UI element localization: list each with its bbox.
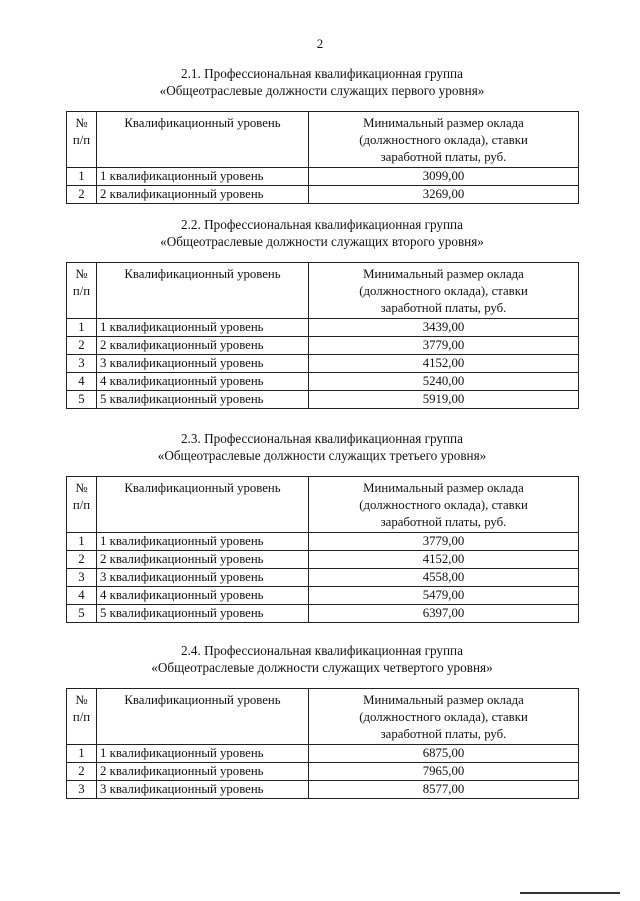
section-title-line1: 2.4. Профессиональная квалификационная группа bbox=[181, 643, 463, 658]
row-pay: 8577,00 bbox=[309, 781, 579, 799]
row-level: 2 квалификационный уровень bbox=[97, 551, 309, 569]
table-row bbox=[67, 355, 579, 373]
header-level: Квалификационный уровень bbox=[97, 112, 309, 168]
header-level: Квалификационный уровень bbox=[97, 263, 309, 319]
table-row bbox=[67, 391, 579, 409]
page-number: 2 bbox=[316, 36, 324, 51]
row-pay: 6875,00 bbox=[309, 745, 579, 763]
section-title bbox=[66, 65, 578, 99]
row-num: 5 bbox=[67, 391, 97, 409]
row-level: 4 квалификационный уровень bbox=[97, 587, 309, 605]
row-pay: 3099,00 bbox=[309, 168, 579, 186]
section-title bbox=[66, 216, 578, 250]
header-pay: Минимальный размер оклада (должностного оклада), ставки заработной платы, руб. bbox=[309, 112, 579, 168]
header-level: Квалификационный уровень bbox=[97, 689, 309, 745]
scan-edge-line bbox=[520, 892, 620, 894]
section-title-line1: 2.3. Профессиональная квалификационная группа bbox=[181, 431, 463, 446]
header-num: № п/п bbox=[67, 112, 97, 168]
row-level: 2 квалификационный уровень bbox=[97, 763, 309, 781]
row-num: 2 bbox=[67, 763, 97, 781]
row-pay: 7965,00 bbox=[309, 763, 579, 781]
row-num: 5 bbox=[67, 605, 97, 623]
row-pay: 3269,00 bbox=[309, 186, 579, 204]
section-title-line1: 2.2. Профессиональная квалификационная группа bbox=[181, 217, 463, 232]
table-row bbox=[67, 745, 579, 763]
row-num: 1 bbox=[67, 533, 97, 551]
row-num: 1 bbox=[67, 168, 97, 186]
row-pay: 5479,00 bbox=[309, 587, 579, 605]
header-pay: Минимальный размер оклада (должностного оклада), ставки заработной платы, руб. bbox=[309, 477, 579, 533]
row-num: 3 bbox=[67, 355, 97, 373]
table-row bbox=[67, 337, 579, 355]
table-row bbox=[67, 373, 579, 391]
row-num: 1 bbox=[67, 319, 97, 337]
row-level: 3 квалификационный уровень bbox=[97, 355, 309, 373]
row-pay: 5240,00 bbox=[309, 373, 579, 391]
row-pay: 3439,00 bbox=[309, 319, 579, 337]
row-level: 3 квалификационный уровень bbox=[97, 781, 309, 799]
table-row bbox=[67, 569, 579, 587]
row-level: 1 квалификационный уровень bbox=[97, 319, 309, 337]
section-title-line2: «Общеотраслевые должности служащих второго уровня» bbox=[160, 234, 484, 249]
section-title bbox=[66, 642, 578, 676]
header-num: № п/п bbox=[67, 477, 97, 533]
row-level: 5 квалификационный уровень bbox=[97, 605, 309, 623]
row-level: 2 квалификационный уровень bbox=[97, 186, 309, 204]
row-pay: 6397,00 bbox=[309, 605, 579, 623]
header-num: № п/п bbox=[67, 689, 97, 745]
table-header-row bbox=[67, 477, 579, 533]
row-level: 5 квалификационный уровень bbox=[97, 391, 309, 409]
section-2-1 bbox=[66, 65, 578, 204]
table-row bbox=[67, 781, 579, 799]
table-header-row bbox=[67, 112, 579, 168]
row-num: 2 bbox=[67, 551, 97, 569]
row-num: 4 bbox=[67, 373, 97, 391]
row-level: 4 квалификационный уровень bbox=[97, 373, 309, 391]
table-row bbox=[67, 763, 579, 781]
row-level: 3 квалификационный уровень bbox=[97, 569, 309, 587]
row-pay: 4152,00 bbox=[309, 551, 579, 569]
salary-table bbox=[66, 476, 579, 623]
row-num: 3 bbox=[67, 569, 97, 587]
salary-table bbox=[66, 262, 579, 409]
header-level: Квалификационный уровень bbox=[97, 477, 309, 533]
table-header-row bbox=[67, 689, 579, 745]
table-row bbox=[67, 533, 579, 551]
row-level: 1 квалификационный уровень bbox=[97, 745, 309, 763]
row-pay: 4152,00 bbox=[309, 355, 579, 373]
salary-table bbox=[66, 111, 579, 204]
table-row bbox=[67, 168, 579, 186]
salary-table bbox=[66, 688, 579, 799]
table-row bbox=[67, 551, 579, 569]
header-pay: Минимальный размер оклада (должностного оклада), ставки заработной платы, руб. bbox=[309, 263, 579, 319]
section-title-line2: «Общеотраслевые должности служащих четвертого уровня» bbox=[151, 660, 493, 675]
row-level: 2 квалификационный уровень bbox=[97, 337, 309, 355]
header-pay: Минимальный размер оклада (должностного оклада), ставки заработной платы, руб. bbox=[309, 689, 579, 745]
section-title-line2: «Общеотраслевые должности служащих третьего уровня» bbox=[157, 448, 487, 463]
row-num: 3 bbox=[67, 781, 97, 799]
table-row bbox=[67, 587, 579, 605]
table-row bbox=[67, 605, 579, 623]
header-num: № п/п bbox=[67, 263, 97, 319]
row-pay: 3779,00 bbox=[309, 337, 579, 355]
table-header-row bbox=[67, 263, 579, 319]
row-num: 1 bbox=[67, 745, 97, 763]
row-level: 1 квалификационный уровень bbox=[97, 168, 309, 186]
section-title bbox=[66, 430, 578, 464]
section-2-3 bbox=[66, 430, 578, 623]
section-title-line2: «Общеотраслевые должности служащих первого уровня» bbox=[159, 83, 485, 98]
row-num: 4 bbox=[67, 587, 97, 605]
row-num: 2 bbox=[67, 337, 97, 355]
table-row bbox=[67, 319, 579, 337]
row-pay: 4558,00 bbox=[309, 569, 579, 587]
section-2-4 bbox=[66, 642, 578, 799]
section-2-2 bbox=[66, 216, 578, 409]
section-title-line1: 2.1. Профессиональная квалификационная группа bbox=[181, 66, 463, 81]
row-num: 2 bbox=[67, 186, 97, 204]
row-pay: 3779,00 bbox=[309, 533, 579, 551]
row-level: 1 квалификационный уровень bbox=[97, 533, 309, 551]
table-row bbox=[67, 186, 579, 204]
row-pay: 5919,00 bbox=[309, 391, 579, 409]
